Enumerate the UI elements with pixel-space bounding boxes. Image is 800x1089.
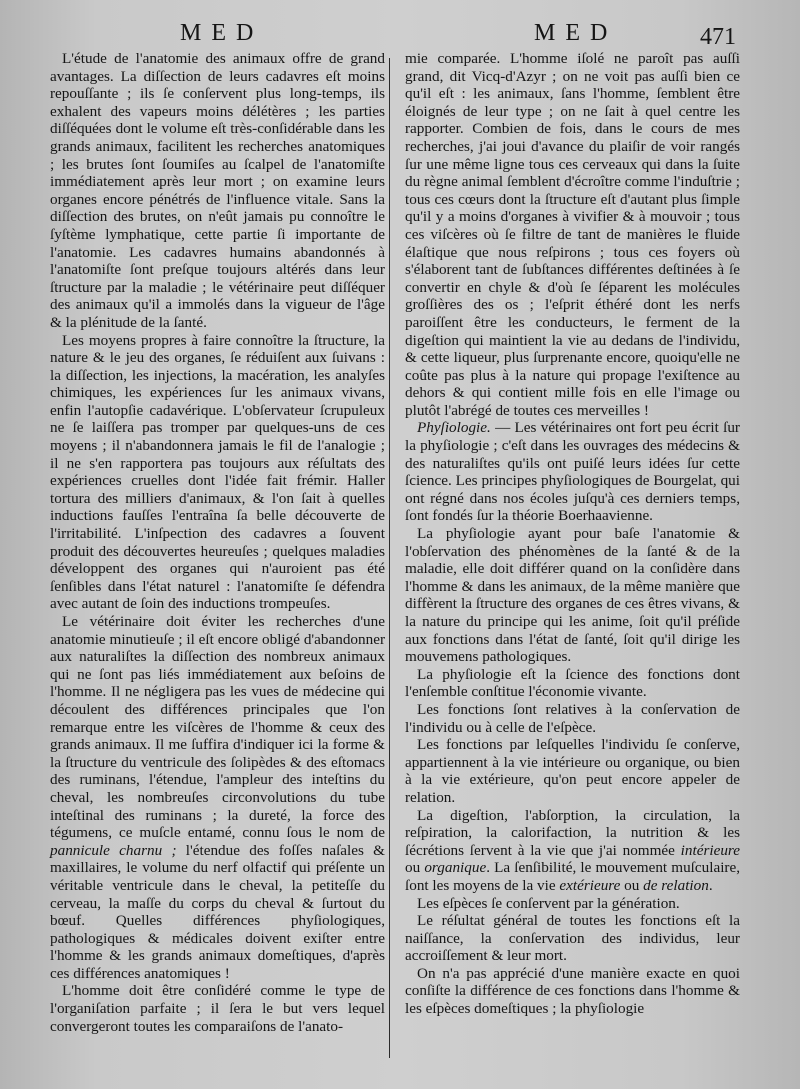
- italic-term: intérieure: [680, 841, 740, 859]
- paragraph: [405, 807, 740, 895]
- paragraph: L'étude de l'anatomie des animaux offre de grand avantages. La diſſection de leurs cadavres eſt moins repouſſante ; ils ſe conſervent plus long-temps, ils exhalent des vapeurs moins délétères ; les parties diſſéquées dont le volume eſt très-conſidérable dans les grands animaux, facilitent les recherches anatomiques ; les brutes ſont ſoumiſes au ſcalpel de l'anatomiſte immédiatement après leur mort ; on examine leurs organes encore pénétrés de l'influence vitale. Sans la diſſection des brutes, on n'eût jamais pu connoître le ſyſtème lymphatique, cette partie ſi importante de l'anatomie. Les cadavres humains abandonnés à l'anatomiſte ſont preſque toujours altérés dans leur ſtructure par la maladie ; le vétérinaire peut diſſéquer des animaux qu'il a immolés dans la vigueur de l'âge & la plénitude de la ſanté.: [50, 50, 385, 331]
- paragraph-text: Le vétérinaire doit éviter les recherches d'une anatomie minutieuſe ; il eſt encore obligé d'abandonner aux naturaliſtes la diſſection des nombreux animaux qui ne ſont pas liés immédiatement aux beſoins de l'homme. Il ne négligera pas les vues de médecine qui découlent des différences principales que l'on remarque entre les viſcères de l'homme & ceux des grands animaux. Il me ſuffira d'indiquer ici la forme & la ſtructure du ventricule des ſolipèdes & des eſtomacs des ruminans, l'étendue, l'ampleur des inteſtins du cheval, les nombreuſes circonvolutions du tube inteſtinal des ruminans ; la dureté, la force des tégumens, ce muſcle entamé, connu ſous le nom de: [50, 613, 385, 842]
- page-number: 471: [700, 24, 736, 50]
- header-left-word: MED: [180, 20, 264, 46]
- paragraph: [50, 613, 385, 982]
- paragraph: Les eſpèces ſe conſervent par la génération.: [417, 894, 680, 912]
- paragraph-text: La digeſtion, l'abſorption, la circulation, la reſpiration, la calorifaction, la nutrition & les ſécrétions ſervent à la vie que j'ai nommée: [405, 806, 740, 859]
- paragraph: La phyſiologie ayant pour baſe l'anatomie & l'obſervation des phénomènes de la ſanté & de la maladie, elle doit différer quand on la conſidère dans l'homme & dans les animaux, de la même manière que diffèrent la ſtructure des organes de ces êtres vivans, & la nature du principe qui les anime, ſoit qu'il préſide aux fonctions dans l'état de ſanté, ſoit qu'il dirige les mouvemens pathologiques.: [405, 525, 740, 666]
- paragraph-text: ou: [620, 876, 644, 894]
- header-right-word: MED: [534, 20, 618, 46]
- italic-term: pannicule charnu ;: [50, 841, 177, 859]
- paragraph: Les fonctions ſont relatives à la conſervation de l'individu ou à celle de l'eſpèce.: [405, 700, 740, 736]
- italic-term: de relation: [643, 876, 709, 894]
- paragraph: [405, 419, 740, 525]
- italic-term: extérieure: [559, 876, 621, 894]
- italic-term: organique: [424, 859, 487, 877]
- column-divider: [389, 58, 390, 1058]
- paragraph-text: l'étendue des foſſes naſales & maxillaires, le volume du nerf olfactif qui préſente un véritable ventricule dans le cheval, la petiteſſe du cerveau, la maſſe du corps du cheval & ſurtout du bœuf.: [50, 841, 385, 930]
- paragraph-text: Quelles différences phyſiologiques, pathologiques & médicales doivent exiſter entre l'homme & les grands animaux domeſtiques, d'après ces différences anatomiques !: [50, 912, 385, 982]
- paragraph-text: ou: [405, 859, 425, 877]
- paragraph: La phyſiologie eſt la ſcience des fonctions dont l'enſemble conſtitue l'économie vivante.: [405, 665, 740, 701]
- paragraph-text: . La ſenſibilité, le mouvement muſculaire, ſont les moyens de la vie: [405, 859, 741, 894]
- paragraph: L'homme doit être conſidéré comme le type de l'organiſation parfaite ; il ſera le but vers lequel convergeront toutes les comparaiſons de l'anato-: [50, 982, 385, 1035]
- left-column: [50, 50, 385, 1035]
- paragraph: Le réſultat général de toutes les fonctions eſt la naiſſance, la conſervation des individus, leur accroiſſement & leur mort.: [405, 912, 740, 965]
- paragraph: mie comparée. L'homme iſolé ne paroît pas auſſi grand, dit Vicq-d'Azyr ; on ne voit pas auſſi bien ce qu'il eſt : les animaux, ſans l'homme, ſemblent être éloignés de leur type ; on ne ſait à quel centre les rapporter. Combien de fois, dans le cours de mes recherches, j'ai joui d'avance du plaiſir de voir rangés ſur une même ligne tous ces cerveaux qui dans la ſuite du règne animal ſemblent d'écroître comme l'induſtrie ; tous ces cœurs dont la ſtructure eſt d'autant plus ſimple qu'il y a moins d'organes à vivifier & à mouvoir ; tous ces viſcères où ſe filtre de tant de manières le fluide élaſtique que nous reſpirons ; tous ces foyers où s'élaborent tant de ſubſtances différentes deſtinées à ſe convertir en chyle & d'où ſe ſéparent les molécules groſſières des os ; l'eſprit éthéré dont les nerfs paroiſſent être les conducteurs, le ferment de la digeſtion qui maintient la vie au dedans de l'individu, & cette liqueur, plus ſurprenante encore, quoiqu'elle ne coûte pas plus à la nature qui propage l'exiſtence au dehors & qui contient mille fois en elle l'image ou plutôt l'abrégé de toutes ces merveilles !: [405, 50, 740, 419]
- right-column: [405, 50, 740, 1018]
- paragraph-text: .: [708, 876, 713, 894]
- paragraph: On n'a pas apprécié d'une manière exacte en quoi conſiſte la différence de ces fonctions dans l'homme & les eſpèces domeſtiques ; la phyſiologie: [405, 964, 740, 1018]
- section-heading: Phyſiologie.: [417, 419, 491, 437]
- paragraph-text: — Les vétérinaires ont fort peu écrit ſur la phyſiologie ; c'eſt dans les ouvrages des médecins & des naturaliſtes qu'ils ont puiſé leurs idées ſur cette ſcience. Les principes phyſiologiques de Bourgelat, qui ont régné dans nos écoles juſqu'à ces derniers temps, ſont fondés ſur la théorie Boerhaavienne.: [405, 419, 740, 525]
- paragraph: Les moyens propres à faire connoître la ſtructure, la nature & le jeu des organes, ſe réduiſent aux ſuivans : la diſſection, les injections, la macération, les analyſes chimiques, les expériences ſur les animaux vivans, enfin l'autopſie cadavérique. L'obſervateur ſcrupuleux ne ſe laiſſera pas tromper par quelques-uns de ces moyens ; il n'abandonnera jamais le fil de l'analogie ; il ne s'en rapportera pas toujours aux réſultats des expériences cruelles dont l'idée fait frémir. Haller tortura des milliers d'animaux, & l'on ſait à quelles inductions fauſſes l'entraîna ſa belle découverte de l'irritabilité. L'inſpection des cadavres a ſouvent produit des découvertes heureuſes ; quelques maladies développent des organes qui n'auroient pas été ſenſibles dans l'état naturel : l'anatomiſte ſe défendra avec autant de ſoin des inductions trompeuſes.: [50, 331, 385, 613]
- paragraph: Les fonctions par leſquelles l'individu ſe conſerve, appartiennent à la vie intérieure ou organique, ou bien à la vie extérieure, qu'on peut encore appeler de relation.: [405, 736, 740, 806]
